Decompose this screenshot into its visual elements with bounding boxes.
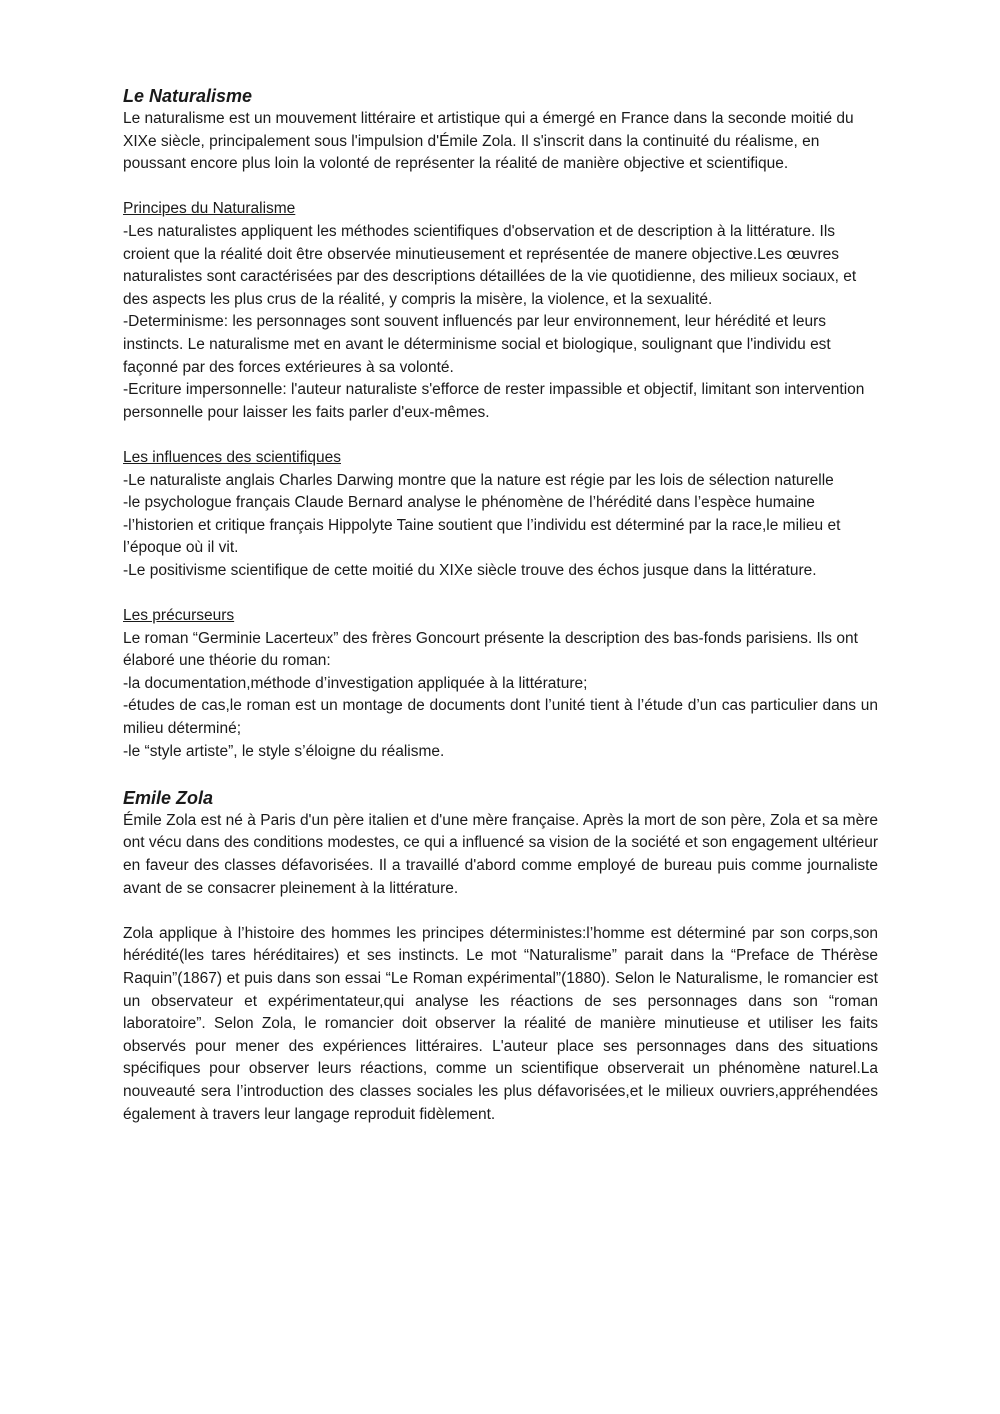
influences-item: -Le naturaliste anglais Charles Darwing montre que la nature est régie par les lois de sélection naturelle <box>123 471 834 489</box>
heading-precurseurs: Les précurseurs <box>123 607 235 625</box>
zola-paragraph-1: Émile Zola est né à Paris d'un père italien et d'une mère française. Après la mort de son père, Zola et sa mère ont vécu dans des conditions modestes, ce qui a influencé sa vision de la société et son engagement ultérieur en faveur des classes défavorisées. Il a travaillé d'abord comme employé de bureau puis comme journaliste avant de se consacrer pleinement à la littérature. <box>123 811 878 897</box>
section-title-naturalisme: Le Naturalisme <box>123 86 253 106</box>
section-title-zola: Emile Zola <box>123 787 214 808</box>
precurseurs-item: -la documentation,méthode d’investigation appliquée à la littérature; <box>123 674 588 692</box>
heading-influences: Les influences des scientifiques <box>123 448 341 466</box>
document-page <box>123 84 878 1126</box>
principes-item: -Les naturalistes appliquent les méthodes scientifiques d'observation et de description à la littérature. Ils croient que la réalité doit être observée minutieusement et représentée de manere objective.Les œuvres naturalistes sont caractérisées par des descriptions détaillées de la vie quotidienne, des milieux sociaux, et des aspects les plus crus de la réalité, y compris la misère, la violence, et la sexualité. <box>123 222 857 308</box>
heading-principes: Principes du Naturalisme <box>123 200 296 218</box>
spacer <box>123 176 878 199</box>
spacer <box>123 424 878 447</box>
influences-item: -Le positivisme scientifique de cette moitié du XIXe siècle trouve des échos jusque dans la littérature. <box>123 561 817 579</box>
zola-paragraph-2: Zola applique à l’histoire des hommes les principes déterministes:l’homme est déterminé par son corps,son hérédité(les tares héréditaires) et ses instincts. Le mot “Naturalisme” parait dans la “Preface de Thérèse Raquin”(1867) et puis dans son essai “Le Roman expérimental”(1880). Selon le Naturalisme, le romancier est un observateur et expérimentateur,qui analyse les réactions de ses personnages dans son “roman laboratoire”. Selon Zola, le romancier doit observer la réalité de manière minutieuse et utiliser les faits observés pour mener des expériences littéraires. L'auteur place ses personnages dans des situations spécifiques pour observer leurs réactions, comme un scientifique observerait un phénomène naturel.La nouveauté sera l’introduction des classes sociales les plus défavorisées,et le milieux ouvriers,appréhendées également à travers leur langage reproduit fidèlement. <box>123 924 878 1123</box>
precurseurs-item: -études de cas,le roman est un montage de documents dont l’unité tient à l’étude d’un cas particulier dans un milieu déterminé; <box>123 697 878 738</box>
influences-item: -le psychologue français Claude Bernard analyse le phénomène de l’hérédité dans l’espèce humaine <box>123 494 815 512</box>
principes-item: -Determinisme: les personnages sont souvent influencés par leur environnement, leur hérédité et leurs instincts. Le naturalisme met en avant le déterminisme social et biologique, soulignant que l'individu est façonné par des forces extérieures à sa volonté. <box>123 313 831 376</box>
intro-paragraph: Le naturalisme est un mouvement littéraire et artistique qui a émergé en France dans la seconde moitié du XIXe siècle, principalement sous l'impulsion d'Émile Zola. Il s'inscrit dans la continuité du réalisme, en poussant encore plus loin la volonté de représenter la réalité de manière objective et scientifique. <box>123 110 854 173</box>
precurseurs-item: -le “style artiste”, le style s’éloigne du réalisme. <box>123 742 445 760</box>
spacer <box>123 763 878 786</box>
principes-item: -Ecriture impersonnelle: l'auteur naturaliste s'efforce de rester impassible et objectif, limitant son intervention personnelle pour laisser les faits parler d'eux-mêmes. <box>123 381 865 421</box>
influences-item: -l’historien et critique français Hippolyte Taine soutient que l’individu est déterminé par la race,le milieu et l’époque où il vit. <box>123 516 841 557</box>
spacer <box>123 900 878 923</box>
precurseurs-item: Le roman “Germinie Lacerteux” des frères Goncourt présente la description des bas-fonds parisiens. Ils ont élaboré une théorie du roman: <box>123 629 858 670</box>
spacer <box>123 582 878 605</box>
